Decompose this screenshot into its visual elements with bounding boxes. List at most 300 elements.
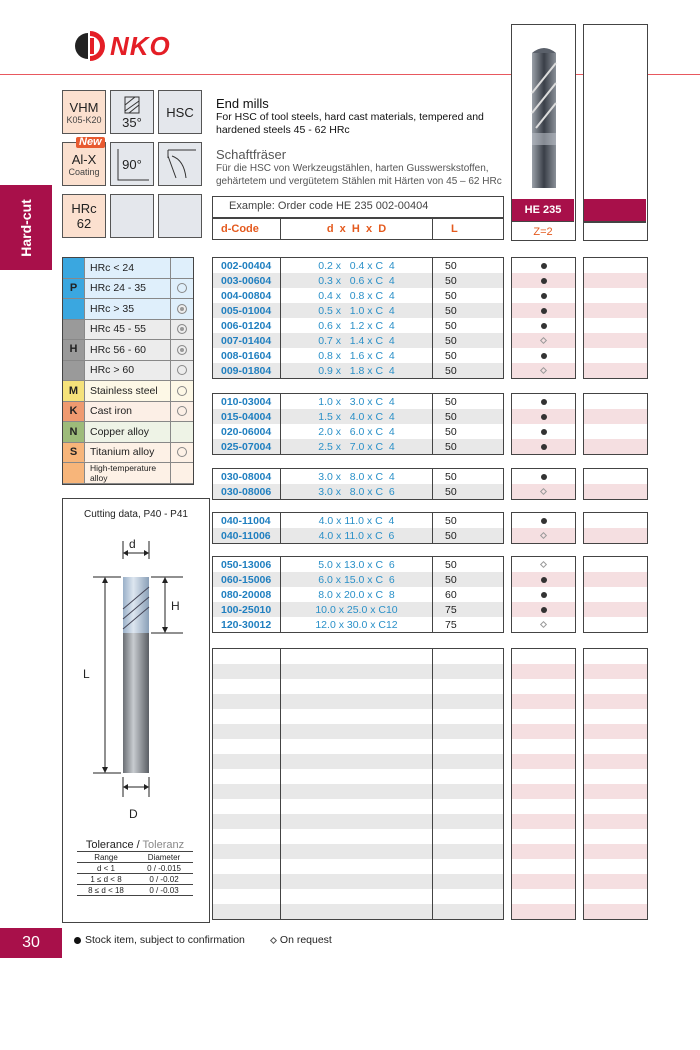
empty-cell xyxy=(213,889,281,904)
empty-row xyxy=(213,754,503,769)
empty-row xyxy=(213,649,503,664)
empty-stock-column xyxy=(583,512,648,544)
tol-range: 1 ≤ d < 8 xyxy=(90,874,122,884)
stock-cell xyxy=(512,409,575,424)
empty-row xyxy=(213,799,503,814)
table-row[interactable] xyxy=(213,572,503,587)
order-code: 008-01604 xyxy=(213,348,281,363)
recommended-icon xyxy=(177,345,187,355)
suitability-cell xyxy=(171,320,193,340)
title-de: Schaftfräser xyxy=(216,147,287,162)
empty-cell xyxy=(433,844,502,859)
empty-cell xyxy=(584,528,647,543)
material-row xyxy=(63,402,193,423)
empty-cell xyxy=(512,784,575,799)
material-label: High-temperature alloy xyxy=(85,463,171,483)
radius-profile-icon xyxy=(162,146,198,182)
dimensions: 2.5 x 7.0 x C 4 xyxy=(281,439,433,454)
empty-cell xyxy=(281,664,433,679)
empty-cell xyxy=(584,587,647,602)
empty-row xyxy=(213,874,503,889)
material-row xyxy=(63,381,193,402)
col-dim-header: d x H x D xyxy=(281,219,433,239)
empty-cell xyxy=(584,617,647,632)
dimensions: 0.2 x 0.4 x C 4 xyxy=(281,258,433,273)
tolerance-row xyxy=(77,874,193,885)
empty-stock-column xyxy=(583,468,648,500)
request-diamond-icon xyxy=(270,936,277,943)
empty-row xyxy=(213,769,503,784)
empty-cell xyxy=(512,694,575,709)
empty-row xyxy=(213,739,503,754)
material-label: HRc 24 - 35 xyxy=(85,279,171,299)
length: 50 xyxy=(445,304,457,317)
helix-angle-value: 35° xyxy=(122,114,142,130)
request-diamond-icon xyxy=(540,561,547,568)
table-row[interactable] xyxy=(213,394,503,409)
tolerance-row xyxy=(77,885,193,896)
product-table xyxy=(212,556,504,633)
suitable-icon xyxy=(177,386,187,396)
table-row[interactable] xyxy=(213,469,503,484)
empty-row xyxy=(213,694,503,709)
tool-dimension-drawing xyxy=(83,529,193,819)
stock-dot-icon xyxy=(541,474,547,480)
table-row[interactable] xyxy=(213,303,503,318)
empty-cell xyxy=(281,874,433,889)
tol-head-diameter: Diameter xyxy=(147,852,181,862)
table-row[interactable] xyxy=(213,258,503,273)
material-label: HRc > 60 xyxy=(85,361,171,381)
empty-cell xyxy=(213,754,281,769)
logo-mark-icon xyxy=(74,29,108,63)
empty-cell xyxy=(512,649,575,664)
empty-cell xyxy=(213,724,281,739)
empty-cell xyxy=(281,784,433,799)
empty-cell xyxy=(213,829,281,844)
empty-cell xyxy=(213,844,281,859)
material-group-letter: H xyxy=(63,340,85,360)
table-row[interactable] xyxy=(213,318,503,333)
empty-row xyxy=(213,904,503,919)
stock-cell xyxy=(512,273,575,288)
suitability-cell xyxy=(171,299,193,319)
material-row xyxy=(63,361,193,382)
title-en: End mills xyxy=(216,96,269,111)
length: 50 xyxy=(445,289,457,302)
order-code: 004-00804 xyxy=(213,288,281,303)
stock-cell xyxy=(512,333,575,348)
table-row[interactable] xyxy=(213,273,503,288)
empty-cell xyxy=(281,814,433,829)
table-row[interactable] xyxy=(213,617,503,632)
empty-cell xyxy=(512,724,575,739)
length: 50 xyxy=(445,274,457,287)
material-group-letter xyxy=(63,463,85,483)
table-row[interactable] xyxy=(213,528,503,543)
col-l-header: L xyxy=(451,223,458,235)
empty-row xyxy=(213,709,503,724)
dimensions: 0.8 x 1.6 x C 4 xyxy=(281,348,433,363)
legend xyxy=(74,934,332,946)
material-group-letter xyxy=(63,361,85,381)
teeth-count: Z=2 xyxy=(512,221,574,241)
empty-cell xyxy=(281,904,433,919)
order-example: Example: Order code HE 235 002-00404 xyxy=(212,196,504,218)
stock-dot-icon xyxy=(541,278,547,284)
material-group-letter xyxy=(63,320,85,340)
right-angle-icon xyxy=(115,147,151,183)
suitable-icon xyxy=(177,447,187,457)
empty-cell xyxy=(281,679,433,694)
empty-cell xyxy=(584,513,647,528)
empty-cell xyxy=(213,799,281,814)
suitability-cell xyxy=(171,443,193,463)
dimensions: 0.9 x 1.8 x C 4 xyxy=(281,363,433,378)
material-row xyxy=(63,340,193,361)
material-label: Titanium alloy xyxy=(85,443,171,463)
empty-cell xyxy=(281,844,433,859)
table-row[interactable] xyxy=(213,439,503,454)
order-code: 030-08006 xyxy=(213,484,281,499)
empty-cell xyxy=(584,769,647,784)
empty-cell xyxy=(213,739,281,754)
empty-cell xyxy=(584,664,647,679)
recommended-icon xyxy=(177,324,187,334)
empty-cell xyxy=(433,859,502,874)
stock-dot-icon xyxy=(541,308,547,314)
empty-cell xyxy=(281,829,433,844)
stock-column xyxy=(511,556,576,633)
tolerance-title-de: Toleranz xyxy=(142,839,185,851)
empty-stock-column xyxy=(583,393,648,455)
tol-range: 8 ≤ d < 18 xyxy=(88,885,124,895)
stock-dot-icon xyxy=(541,444,547,450)
empty-cell xyxy=(213,784,281,799)
coating-sub: Coating xyxy=(68,166,100,177)
empty-cell xyxy=(584,557,647,572)
legend-request: On request xyxy=(279,934,332,946)
empty-cell xyxy=(584,844,647,859)
hardness-value: 62 xyxy=(76,216,92,231)
stock-cell xyxy=(512,557,575,572)
empty-cell xyxy=(584,318,647,333)
hardness-icon xyxy=(62,194,106,238)
stock-cell xyxy=(512,439,575,454)
length: 50 xyxy=(445,319,457,332)
empty-cell xyxy=(433,799,502,814)
order-code: 060-15006 xyxy=(213,572,281,587)
empty-product-column xyxy=(583,24,648,241)
empty-cell xyxy=(433,814,502,829)
empty-stock-column xyxy=(511,648,576,920)
product-column xyxy=(511,24,576,241)
order-code: 006-01204 xyxy=(213,318,281,333)
empty-cell xyxy=(512,739,575,754)
dimensions: 0.7 x 1.4 x C 4 xyxy=(281,333,433,348)
stock-dot-icon xyxy=(541,353,547,359)
empty-cell xyxy=(281,709,433,724)
dimensions: 8.0 x 20.0 x C 8 xyxy=(281,587,433,602)
empty-cell xyxy=(433,874,502,889)
empty-cell xyxy=(584,348,647,363)
material-table xyxy=(62,257,194,485)
tolerance-row xyxy=(77,863,193,874)
length: 50 xyxy=(445,514,457,527)
material-label: Copper alloy xyxy=(85,422,171,442)
request-diamond-icon xyxy=(540,532,547,539)
empty-cell xyxy=(213,874,281,889)
order-code: 080-20008 xyxy=(213,587,281,602)
stock-cell xyxy=(512,318,575,333)
material-label: HRc > 35 xyxy=(85,299,171,319)
tolerance-title-en: Tolerance / xyxy=(85,839,143,851)
material-label: HRc 56 - 60 xyxy=(85,340,171,360)
suitable-icon xyxy=(177,365,187,375)
empty-cell xyxy=(281,739,433,754)
suitability-cell xyxy=(171,402,193,422)
corner-angle-value: 90° xyxy=(122,156,142,172)
material-row xyxy=(63,443,193,464)
length: 50 xyxy=(445,485,457,498)
stock-cell xyxy=(512,258,575,273)
tolerance-header xyxy=(77,852,193,863)
material-group-letter: K xyxy=(63,402,85,422)
tol-diameter: 0 / -0.03 xyxy=(149,885,179,895)
table-row[interactable] xyxy=(213,363,503,378)
order-code: 003-00604 xyxy=(213,273,281,288)
order-code: 025-07004 xyxy=(213,439,281,454)
dimensions: 3.0 x 8.0 x C 4 xyxy=(281,469,433,484)
divider xyxy=(584,221,646,223)
dim-D-label: D xyxy=(129,807,138,821)
request-diamond-icon xyxy=(540,488,547,495)
dimensions: 6.0 x 15.0 x C 6 xyxy=(281,572,433,587)
length: 50 xyxy=(445,425,457,438)
empty-cell xyxy=(433,694,502,709)
empty-cell xyxy=(584,602,647,617)
suitability-cell xyxy=(171,340,193,360)
section-tab[interactable] xyxy=(0,185,52,270)
material-row xyxy=(63,258,193,279)
brand-logo xyxy=(74,26,171,66)
empty-cell xyxy=(213,649,281,664)
text-de: Für die HSC von Werkzeugstählen, harten Gusswerskstoffen, gehärtetem und vergütetem Stählen mit Härten von 45 – 62 HRc xyxy=(216,163,502,187)
empty-cell xyxy=(584,303,647,318)
material-group-letter: M xyxy=(63,381,85,401)
table-row[interactable] xyxy=(213,288,503,303)
recommended-icon xyxy=(177,304,187,314)
stock-dot-icon xyxy=(541,518,547,524)
col-code-header: d-Code xyxy=(213,219,281,239)
empty-cell xyxy=(512,874,575,889)
empty-cell xyxy=(213,769,281,784)
empty-cell xyxy=(512,904,575,919)
cutting-data-panel xyxy=(62,498,210,923)
text-en: For HSC of tool steels, hard cast materials, tempered and hardened steels 45 - 62 HRc xyxy=(216,111,484,136)
helix-icon xyxy=(122,95,142,115)
empty-cell xyxy=(433,739,502,754)
tolerance-title xyxy=(77,839,193,852)
empty-product-table xyxy=(212,648,504,920)
table-row[interactable] xyxy=(213,513,503,528)
empty-cell xyxy=(584,484,647,499)
empty-cell xyxy=(584,424,647,439)
dimensions: 4.0 x 11.0 x C 4 xyxy=(281,513,433,528)
coating-title: Al-X xyxy=(71,151,97,167)
stock-cell xyxy=(512,572,575,587)
order-code: 020-06004 xyxy=(213,424,281,439)
empty-cell xyxy=(433,649,502,664)
stock-dot-icon xyxy=(541,399,547,405)
empty-cell xyxy=(281,649,433,664)
suitability-cell xyxy=(171,381,193,401)
stock-dot-icon xyxy=(74,937,81,944)
order-code: 100-25010 xyxy=(213,602,281,617)
length: 50 xyxy=(445,573,457,586)
order-code: 030-08004 xyxy=(213,469,281,484)
empty-cell xyxy=(584,814,647,829)
product-name-bar: HE 235 xyxy=(512,199,574,221)
helix-angle-icon xyxy=(110,90,154,134)
dimensions: 0.3 x 0.6 x C 4 xyxy=(281,273,433,288)
empty-icon-slot xyxy=(110,194,154,238)
material-row xyxy=(63,279,193,300)
empty-cell xyxy=(512,859,575,874)
empty-cell xyxy=(433,769,502,784)
vhm-icon xyxy=(62,90,106,134)
stock-dot-icon xyxy=(541,263,547,269)
stock-cell xyxy=(512,348,575,363)
material-group-letter: N xyxy=(63,422,85,442)
new-badge: New xyxy=(76,137,105,148)
dim-h-label: H xyxy=(171,599,180,613)
material-group-letter xyxy=(63,299,85,319)
stock-dot-icon xyxy=(541,429,547,435)
empty-cell xyxy=(584,469,647,484)
vhm-title: VHM xyxy=(69,99,99,115)
empty-cell xyxy=(281,724,433,739)
table-row[interactable] xyxy=(213,424,503,439)
page-number: 30 xyxy=(0,928,62,958)
product-table xyxy=(212,512,504,544)
stock-cell xyxy=(512,424,575,439)
stock-cell xyxy=(512,363,575,378)
empty-cell xyxy=(213,859,281,874)
dimensions: 0.4 x 0.8 x C 4 xyxy=(281,288,433,303)
empty-row xyxy=(213,829,503,844)
table-row[interactable] xyxy=(213,409,503,424)
stock-dot-icon xyxy=(541,323,547,329)
stock-dot-icon xyxy=(541,293,547,299)
dimensions: 1.0 x 3.0 x C 4 xyxy=(281,394,433,409)
material-row xyxy=(63,320,193,341)
request-diamond-icon xyxy=(540,621,547,628)
empty-cell xyxy=(213,709,281,724)
empty-row xyxy=(213,814,503,829)
length: 50 xyxy=(445,558,457,571)
empty-row xyxy=(213,724,503,739)
stock-column xyxy=(511,257,576,379)
empty-cell xyxy=(213,664,281,679)
table-row[interactable] xyxy=(213,348,503,363)
stock-cell xyxy=(512,587,575,602)
empty-row xyxy=(213,889,503,904)
length: 75 xyxy=(445,603,457,616)
empty-row xyxy=(213,844,503,859)
empty-cell xyxy=(584,439,647,454)
material-label: HRc 45 - 55 xyxy=(85,320,171,340)
empty-cell xyxy=(584,799,647,814)
dimensions: 0.5 x 1.0 x C 4 xyxy=(281,303,433,318)
stock-cell xyxy=(512,513,575,528)
empty-cell xyxy=(281,694,433,709)
empty-row xyxy=(213,859,503,874)
table-row[interactable] xyxy=(213,587,503,602)
empty-cell xyxy=(213,679,281,694)
dimensions: 2.0 x 6.0 x C 4 xyxy=(281,424,433,439)
stock-cell xyxy=(512,469,575,484)
stock-cell xyxy=(512,484,575,499)
dimensions: 0.6 x 1.2 x C 4 xyxy=(281,318,433,333)
logo-text: NKO xyxy=(110,30,171,61)
empty-cell xyxy=(584,724,647,739)
empty-cell xyxy=(213,904,281,919)
material-label: Stainless steel xyxy=(85,381,171,401)
cutting-data-title[interactable]: Cutting data, P40 - P41 xyxy=(84,509,188,520)
empty-cell xyxy=(512,769,575,784)
dimensions: 3.0 x 8.0 x C 6 xyxy=(281,484,433,499)
material-row xyxy=(63,299,193,320)
order-code: 010-03004 xyxy=(213,394,281,409)
column-header xyxy=(212,218,504,240)
stock-column xyxy=(511,512,576,544)
empty-cell xyxy=(584,394,647,409)
empty-cell xyxy=(584,784,647,799)
empty-cell xyxy=(433,754,502,769)
suitable-icon xyxy=(177,283,187,293)
length: 50 xyxy=(445,410,457,423)
empty-cell xyxy=(584,739,647,754)
hardness-title: HRc xyxy=(71,201,97,216)
empty-cell xyxy=(433,829,502,844)
stock-dot-icon xyxy=(541,414,547,420)
empty-cell xyxy=(584,273,647,288)
table-row[interactable] xyxy=(213,602,503,617)
empty-cell xyxy=(433,679,502,694)
order-code: 002-00404 xyxy=(213,258,281,273)
table-row[interactable] xyxy=(213,333,503,348)
table-row[interactable] xyxy=(213,557,503,572)
length: 50 xyxy=(445,529,457,542)
empty-row xyxy=(213,664,503,679)
order-code: 015-04004 xyxy=(213,409,281,424)
empty-stock-column xyxy=(583,257,648,379)
tol-diameter: 0 / -0.015 xyxy=(147,863,181,873)
material-group-letter xyxy=(63,258,85,278)
empty-cell xyxy=(584,874,647,889)
suitability-cell xyxy=(171,279,193,299)
order-code: 005-01004 xyxy=(213,303,281,318)
length: 50 xyxy=(445,395,457,408)
tol-head-range: Range xyxy=(94,852,118,862)
material-group-letter: S xyxy=(63,443,85,463)
empty-cell xyxy=(584,363,647,378)
dimensions: 10.0 x 25.0 x C10 xyxy=(281,602,433,617)
empty-cell xyxy=(281,769,433,784)
material-row xyxy=(63,422,193,443)
table-row[interactable] xyxy=(213,484,503,499)
